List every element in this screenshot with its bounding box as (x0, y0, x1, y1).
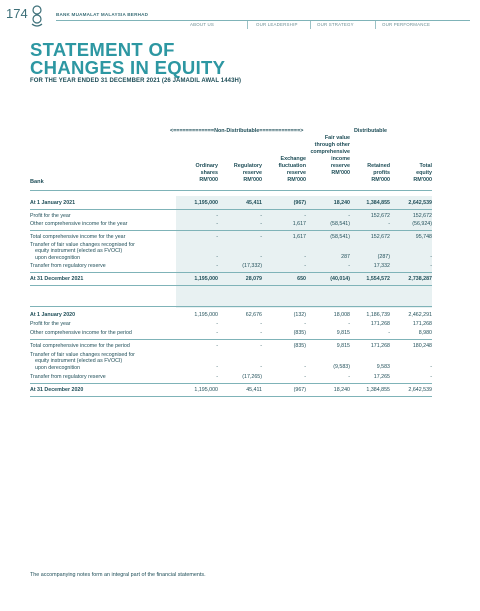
table-cell: (132) (293, 312, 306, 318)
table-cell: (58,541) (330, 234, 350, 240)
table-cell: - (216, 374, 218, 380)
table-cell: - (216, 263, 218, 269)
table-cell: - (260, 364, 262, 370)
table-cell: - (216, 330, 218, 336)
row-rule (30, 339, 432, 340)
row-rule (30, 383, 432, 384)
row-rule (30, 209, 432, 210)
table-cell: 1,195,000 (194, 312, 218, 318)
table-cell: 1,195,000 (194, 276, 218, 282)
table-cell: 45,411 (246, 387, 262, 393)
table-cell: 1,617 (292, 234, 306, 240)
table-cell: 180,248 (412, 343, 432, 349)
table-cell: (967) (293, 387, 306, 393)
bank-name: BANK MUAMALAT MALAYSIA BERHAD (56, 12, 149, 17)
table-cell: - (430, 374, 432, 380)
col-header-regulatory-reserve: Regulatory reserve RM'000 (233, 163, 262, 183)
table-cell: 152,672 (412, 213, 432, 219)
table-cell: 95,748 (415, 234, 432, 240)
table-cell: 62,676 (245, 312, 262, 318)
page-subtitle: FOR THE YEAR ENDED 31 DECEMBER 2021 (26 JAMADIL AWAL 1443H) (30, 78, 242, 84)
table-cell: 171,268 (370, 321, 390, 327)
table-cell: - (348, 263, 350, 269)
table-cell: (17,265) (242, 374, 262, 380)
row-label: Profit for the year (30, 321, 71, 327)
row-label-multiline: Transfer of fair value changes recognised for equity instrument (elected as FVOCI) upon derecognition (30, 242, 135, 261)
page-title-line2: CHANGES IN EQUITY (30, 57, 226, 78)
table-cell: 8,980 (418, 330, 432, 336)
row-label: At 1 January 2020 (30, 312, 76, 318)
col-header-total-equity: Total equity RM'000 (413, 163, 432, 183)
table-cell: - (304, 263, 306, 269)
table-cell: - (348, 213, 350, 219)
table-cell: 171,268 (412, 321, 432, 327)
table-cell: - (348, 374, 350, 380)
table-cell: 2,642,539 (408, 200, 432, 206)
table-cell: (9,583) (333, 364, 350, 370)
table-cell: 17,265 (373, 374, 390, 380)
row-label: Total comprehensive income for the year (30, 234, 126, 240)
table-cell: - (260, 343, 262, 349)
table-cell: 2,462,291 (408, 312, 432, 318)
col-header-ordinary-shares: Ordinary shares RM'000 (195, 163, 218, 183)
table-cell: - (430, 364, 432, 370)
table-cell: 18,240 (333, 200, 350, 206)
table-cell: 9,815 (336, 343, 350, 349)
table-cell: - (304, 321, 306, 327)
bank-logo-icon (26, 4, 48, 28)
header-bottom-rule (30, 190, 432, 191)
table-cell: - (348, 321, 350, 327)
table-cell: 650 (297, 276, 306, 282)
table-cell: 28,079 (245, 276, 262, 282)
table-cell: 1,186,739 (366, 312, 390, 318)
table-cell: 287 (341, 254, 350, 260)
nav-our-performance[interactable]: OUR PERFORMANCE (382, 22, 431, 27)
row-label: Profit for the year (30, 213, 71, 219)
table-cell: 171,268 (370, 343, 390, 349)
nav-divider (310, 21, 311, 29)
row-label: Transfer from regulatory reserve (30, 263, 106, 269)
table-cell: - (216, 321, 218, 327)
table-cell: 1,195,000 (194, 387, 218, 393)
table-cell: - (304, 254, 306, 260)
table-cell: - (260, 330, 262, 336)
table-cell: (967) (293, 200, 306, 206)
row-label: At 1 January 2021 (30, 200, 76, 206)
page-title-line1: STATEMENT OF (30, 39, 175, 60)
table-cell: - (260, 254, 262, 260)
table-cell: 2,738,287 (408, 276, 432, 282)
table-cell: - (388, 221, 390, 227)
table-cell: 45,411 (246, 200, 262, 206)
table-cell: (56,924) (412, 221, 432, 227)
table-cell: 1,554,572 (366, 276, 390, 282)
row-label: At 31 December 2021 (30, 276, 84, 282)
nav-our-leadership[interactable]: OUR LEADERSHIP (256, 22, 298, 27)
table-cell: (835) (293, 330, 306, 336)
table-cell: - (260, 321, 262, 327)
footnote: The accompanying notes form an integral part of the financial statements. (30, 572, 206, 578)
table-cell: - (388, 330, 390, 336)
page-number: 174 (6, 6, 28, 21)
row-rule (30, 272, 432, 273)
row-label: At 31 December 2020 (30, 387, 84, 393)
row-label: Other comprehensive income for the year (30, 221, 128, 227)
nav-divider (247, 21, 248, 29)
table-cell: - (216, 234, 218, 240)
row-header-bank: Bank (30, 179, 44, 185)
table-cell: 18,008 (333, 312, 350, 318)
table-cell: 1,195,000 (194, 200, 218, 206)
nav-about-us[interactable]: ABOUT US (190, 22, 214, 27)
table-cell: - (216, 254, 218, 260)
non-distributable-header: <=============Non-Distributable=============> (170, 128, 304, 134)
table-cell: 17,332 (373, 263, 390, 269)
row-label: Transfer from regulatory reserve (30, 374, 106, 380)
table-cell: - (430, 263, 432, 269)
table-cell: - (430, 254, 432, 260)
row-rule (30, 306, 432, 307)
row-label: Other comprehensive income for the period (30, 330, 132, 336)
table-cell: - (304, 213, 306, 219)
table-cell: 9,815 (336, 330, 350, 336)
table-cell: 9,583 (376, 364, 390, 370)
nav-our-strategy[interactable]: OUR STRATEGY (317, 22, 354, 27)
col-header-exchange-fluctuation-reserve: Exchange fluctuation reserve RM'000 (278, 156, 306, 183)
table-cell: 152,672 (370, 213, 390, 219)
row-rule (30, 396, 432, 397)
col-header-retained-profits: Retained profits RM'000 (367, 163, 390, 183)
table-cell: 1,384,855 (366, 387, 390, 393)
nav-divider (375, 21, 376, 29)
table-cell: 18,240 (333, 387, 350, 393)
table-cell: (287) (377, 254, 390, 260)
table-cell: - (216, 213, 218, 219)
col-header-fvoci-reserve: Fair value through other comprehensive income reserve RM'000 (310, 135, 350, 176)
table-cell: - (260, 221, 262, 227)
table-cell: - (216, 221, 218, 227)
row-label: Total comprehensive income for the period (30, 343, 130, 349)
row-rule (30, 285, 432, 286)
row-label-multiline: Transfer of fair value changes recognised for equity instrument (elected as FVOCI) upon derecognition (30, 352, 135, 371)
table-cell: - (216, 343, 218, 349)
table-cell: - (260, 234, 262, 240)
table-cell: - (304, 374, 306, 380)
table-cell: (835) (293, 343, 306, 349)
table-cell: - (260, 213, 262, 219)
table-cell: (40,014) (330, 276, 350, 282)
table-cell: (58,541) (330, 221, 350, 227)
table-cell: - (216, 364, 218, 370)
table-cell: 2,642,539 (408, 387, 432, 393)
row-rule (30, 230, 432, 231)
header-rule (56, 20, 470, 21)
table-cell: 1,617 (292, 221, 306, 227)
table-cell: 1,384,855 (366, 200, 390, 206)
table-cell: 152,672 (370, 234, 390, 240)
distributable-header: Distributable (354, 128, 387, 134)
table-cell: (17,332) (242, 263, 262, 269)
table-cell: - (304, 364, 306, 370)
